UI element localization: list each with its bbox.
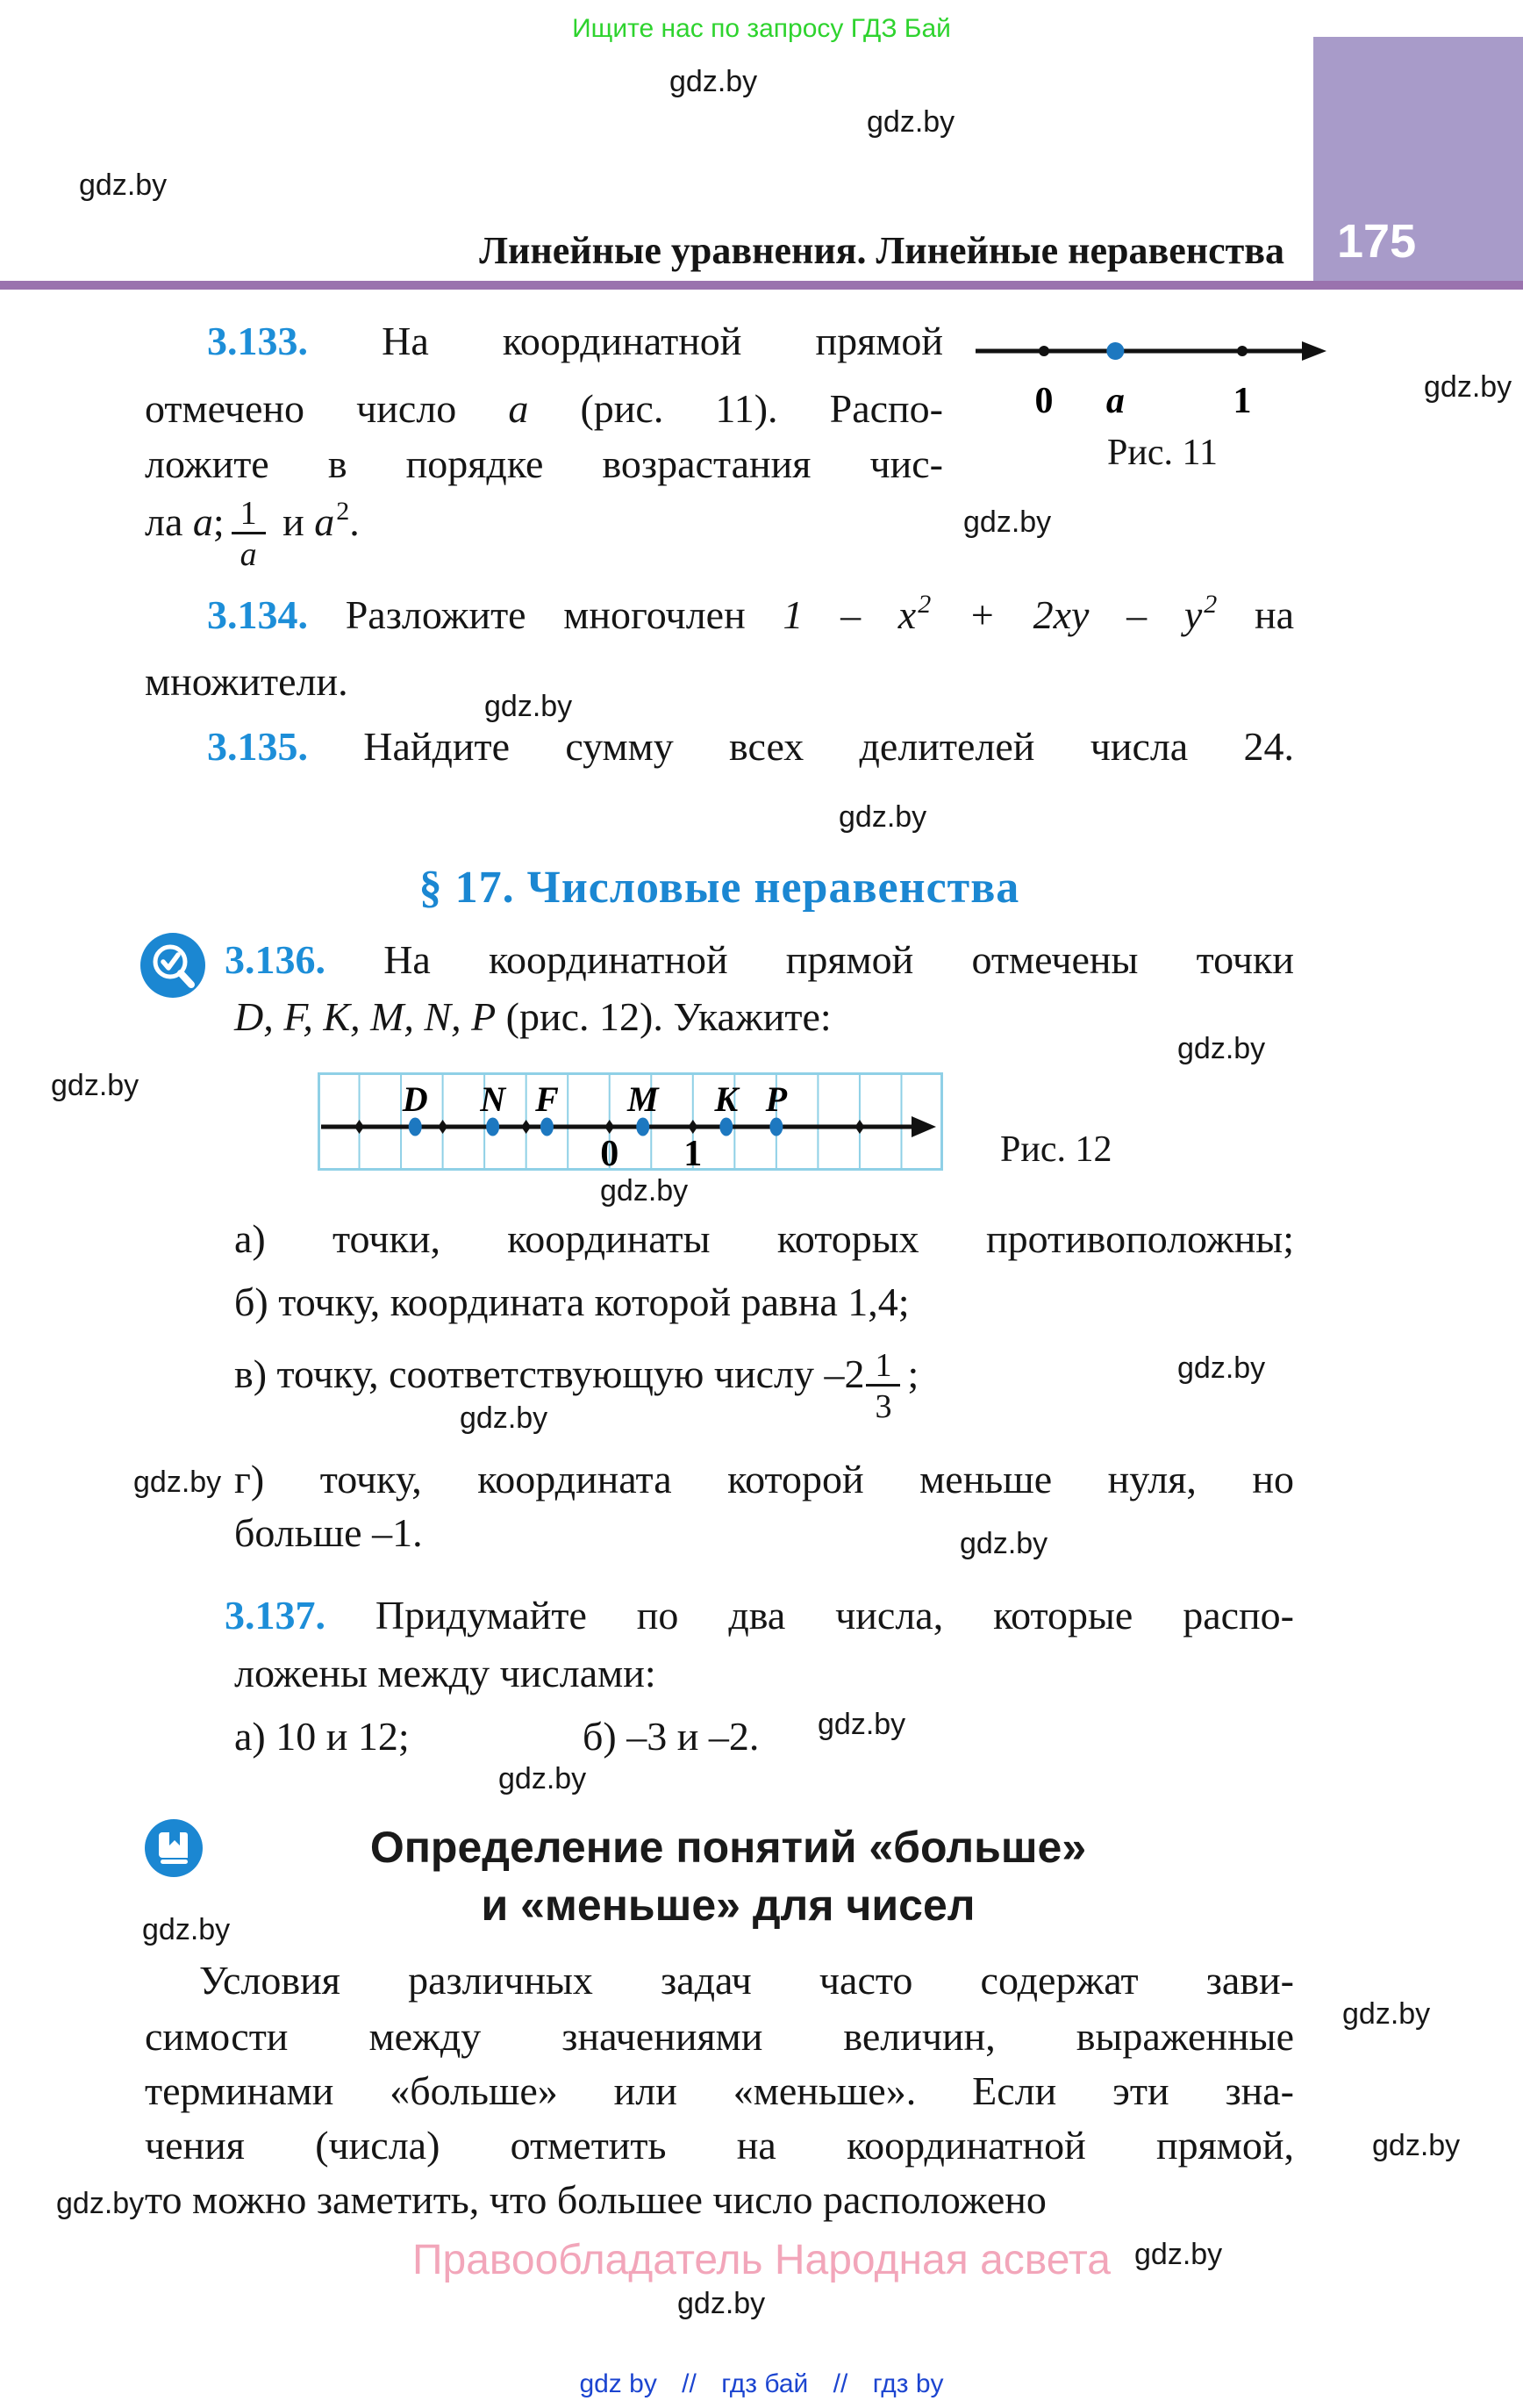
footer-link[interactable]: гдз by (872, 2369, 944, 2398)
problem-text: На координатной прямой (382, 319, 944, 363)
page-number-box (1313, 37, 1523, 283)
watermark: gdz.by (484, 690, 573, 723)
watermark: gdz.by (1134, 2238, 1223, 2271)
problem-number: 3.133. (207, 319, 308, 363)
footer-links (0, 2369, 1523, 2399)
problem-number: 3.135. (207, 724, 308, 769)
page-number: 175 (1337, 215, 1417, 268)
problem-3134-line1 (207, 590, 1294, 646)
fraction (232, 495, 266, 575)
watermark: gdz.by (79, 168, 168, 202)
figure-12-number-line (318, 1072, 943, 1171)
item-v (234, 1330, 919, 1427)
math-var: a (508, 386, 529, 431)
watermark: gdz.by (51, 1069, 139, 1102)
top-banner: Ищите нас по запросу ГДЗ Бай (572, 14, 951, 43)
watermark: gdz.by (56, 2187, 145, 2220)
watermark: gdz.by (142, 1913, 231, 1946)
watermark: gdz.by (1177, 1032, 1266, 1065)
item-a: а) точки, координаты которых противоположны; (234, 1216, 1294, 1261)
footer-link[interactable]: gdz by (579, 2369, 657, 2398)
footer-link[interactable]: гдз бай (721, 2369, 809, 2398)
problem-3134-line2: множители. (145, 659, 348, 704)
paragraph-line: терминами «больше» или «меньше». Если эти зна- (145, 2068, 1294, 2113)
problem-3137-line1 (225, 1590, 1294, 1641)
math-term: + 2xy – y (931, 592, 1203, 637)
problem-text: в) точку, соответствующую числу (234, 1351, 825, 1396)
problem-number: 3.134. (207, 592, 308, 637)
problem-3137-option-b: б) –3 и –2. (583, 1714, 760, 1759)
problem-text: на (1254, 592, 1295, 637)
concept-heading-line2: и «меньше» для чисел (481, 1881, 976, 1930)
problem-3136-line1 (225, 935, 1294, 985)
watermark: gdz.by (818, 1708, 906, 1741)
copyright-notice: Правообладатель Народная асвета (412, 2237, 1111, 2283)
watermark: gdz.by (677, 2287, 766, 2320)
item-g-line1: г) точку, координата которой меньше нуля, но (234, 1457, 1294, 1501)
problem-text: Придумайте по два числа, которые распо- (375, 1593, 1294, 1638)
math-var: a (192, 499, 213, 544)
svg-text:M: M (626, 1079, 659, 1119)
link-separator: // (682, 2369, 697, 2398)
watermark: gdz.by (600, 1174, 689, 1208)
link-separator: // (833, 2369, 848, 2398)
problem-text: ; (907, 1351, 919, 1396)
svg-text:N: N (480, 1079, 506, 1119)
problem-text: и (272, 499, 315, 544)
problem-number: 3.137. (225, 1593, 325, 1638)
watermark: gdz.by (960, 1527, 1048, 1560)
running-header: Линейные уравнения. Линейные неравенства (479, 229, 1284, 272)
problem-text: ; (212, 499, 225, 544)
svg-text:F: F (535, 1079, 559, 1119)
problem-3135 (207, 721, 1294, 772)
svg-text:1: 1 (683, 1134, 703, 1171)
math-superscript: 2 (336, 497, 350, 526)
svg-text:D: D (402, 1079, 428, 1119)
watermark: gdz.by (133, 1466, 222, 1499)
svg-text:0: 0 (600, 1134, 619, 1171)
watermark: gdz.by (669, 65, 758, 98)
svg-text:0: 0 (1034, 381, 1054, 421)
item-b: б) точку, координата которой равна 1,4; (234, 1279, 910, 1324)
problem-3136-line2 (234, 992, 832, 1043)
watermark: gdz.by (1424, 370, 1512, 404)
fraction-numerator: 1 (875, 1347, 892, 1384)
problem-text: отмечено число (145, 386, 509, 431)
problem-text: Найдите сумму всех делителей числа 24. (363, 724, 1294, 769)
task-check-icon (139, 932, 206, 999)
watermark: gdz.by (1177, 1351, 1266, 1385)
watermark: gdz.by (963, 505, 1052, 539)
fraction-denominator: a (232, 532, 266, 575)
svg-text:K: K (714, 1079, 739, 1119)
math-var: a (314, 499, 335, 544)
watermark: gdz.by (1372, 2129, 1461, 2162)
watermark: gdz.by (1342, 1997, 1431, 2031)
paragraph-line: то можно заметить, что большее число расположено (145, 2177, 1047, 2222)
header-rule (0, 281, 1523, 290)
problem-3133-line3: ложите в порядке возрастания чис- (145, 441, 943, 486)
fraction-denominator: 3 (866, 1384, 900, 1427)
watermark: gdz.by (460, 1401, 548, 1435)
problem-text: ла (145, 499, 193, 544)
math-superscript: 2 (1204, 590, 1218, 619)
problem-text: Разложите многочлен (345, 592, 783, 637)
problem-3137-option-a: а) 10 и 12; (234, 1714, 410, 1759)
problem-text: На координатной прямой отмечены точки (383, 937, 1295, 982)
concept-heading-line1: Определение понятий «больше» (369, 1823, 1087, 1872)
problem-3133-line2 (145, 383, 943, 434)
problem-3133-line1 (207, 316, 943, 367)
paragraph-line: Условия различных задач часто содержат зави- (199, 1958, 1294, 2003)
problem-number: 3.136. (225, 937, 325, 982)
svg-text:P: P (765, 1079, 788, 1119)
math-superscript: 2 (918, 590, 932, 619)
math-var: D, F, K, M, N, P (234, 994, 497, 1039)
svg-text:a: a (1105, 381, 1125, 421)
watermark: gdz.by (867, 105, 955, 139)
item-g-line2: больше –1. (234, 1510, 423, 1555)
watermark: gdz.by (839, 800, 927, 834)
watermark: gdz.by (498, 1762, 587, 1795)
fraction (866, 1347, 900, 1427)
figure-11-caption: Рис. 11 (1107, 433, 1218, 473)
problem-3133-line4 (145, 478, 360, 575)
figure-12-caption: Рис. 12 (1000, 1129, 1112, 1170)
problem-text: (рис. 11). Распо- (528, 386, 943, 431)
problem-text: (рис. 12). Укажите: (496, 994, 832, 1039)
paragraph-line: чения (числа) отметить на координатной прямой, (145, 2123, 1294, 2168)
figure-11-number-line (965, 326, 1334, 432)
problem-text: . (349, 499, 360, 544)
math-expression (783, 592, 1217, 637)
svg-text:1: 1 (1233, 381, 1252, 421)
paragraph-line: симости между значениями величин, выраженные (145, 2014, 1294, 2059)
problem-3137-line2: ложены между числами: (234, 1651, 656, 1695)
fraction-numerator: 1 (240, 495, 257, 532)
math-term: –2 (824, 1351, 865, 1396)
section-heading: § 17. Числовые неравенства (418, 863, 1020, 913)
math-term: 1 – x (783, 592, 917, 637)
